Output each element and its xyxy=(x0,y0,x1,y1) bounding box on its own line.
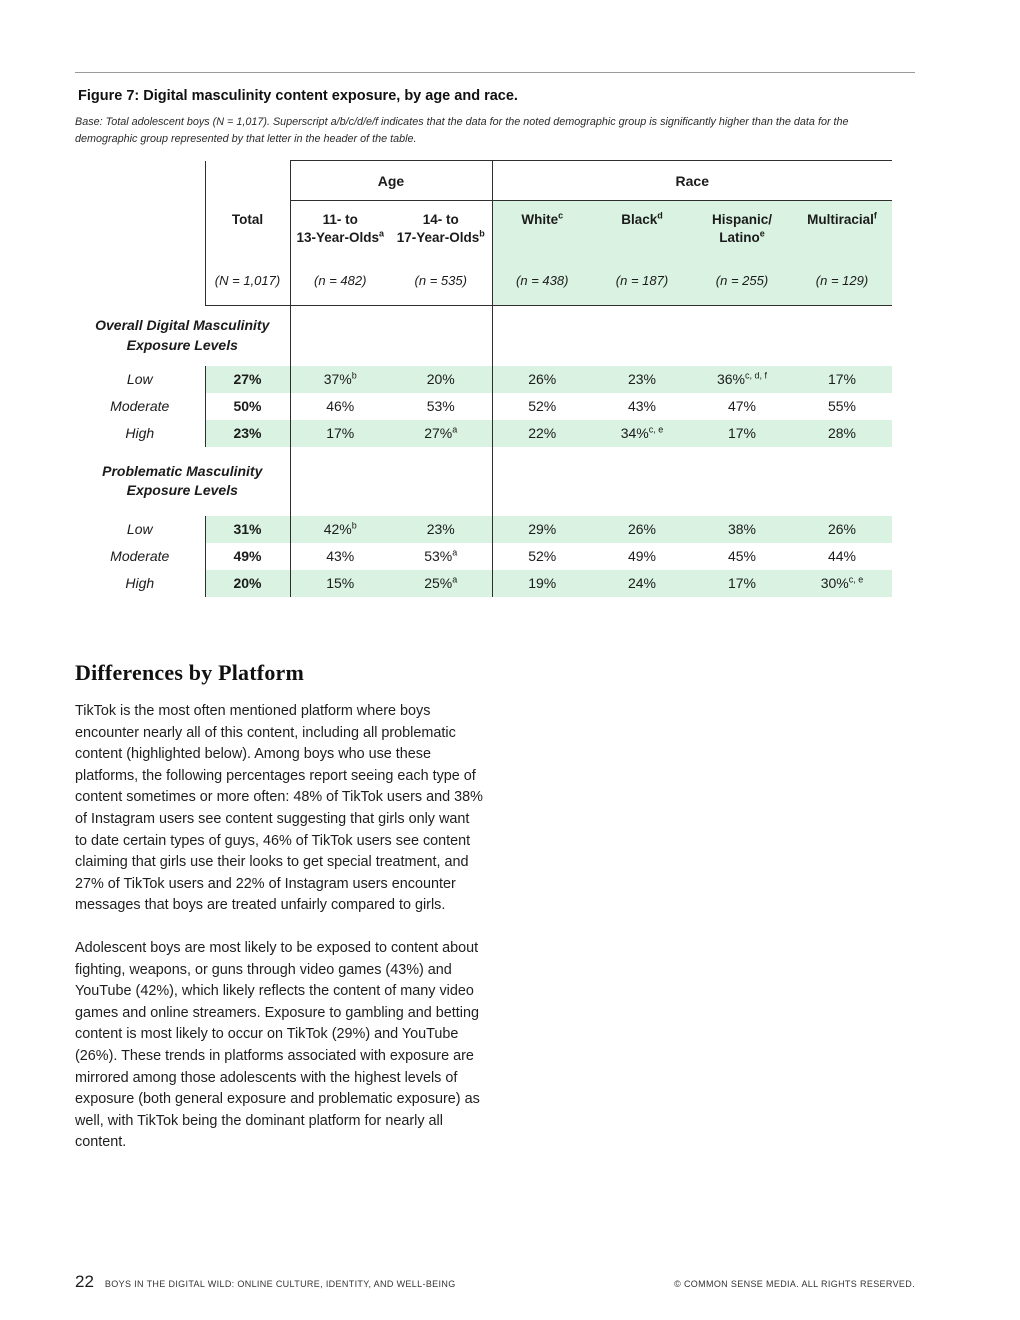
significance-superscript: c, d, f xyxy=(745,370,768,381)
row-label-spacer xyxy=(75,201,205,257)
data-cell: 47% xyxy=(727,398,757,414)
article-body xyxy=(75,701,483,1175)
data-cell: 24% xyxy=(592,570,692,597)
total-col-spacer xyxy=(205,161,290,201)
data-cell: 31% xyxy=(205,516,290,543)
significance-superscript: a xyxy=(379,228,385,239)
data-cell: 25%$^a$ xyxy=(390,570,492,597)
column-header: Total xyxy=(205,201,290,257)
data-cell: 29% xyxy=(492,516,592,543)
significance-superscript: a xyxy=(452,424,458,435)
data-cell: 43% xyxy=(627,398,657,414)
figure-table-container xyxy=(75,160,892,597)
column-header: Hispanic/ Latino$^e$ xyxy=(692,201,792,257)
top-divider xyxy=(75,72,915,73)
table-data-row xyxy=(75,366,892,393)
data-cell: 26% xyxy=(792,516,892,543)
row-label: Low xyxy=(126,371,153,387)
footer-left xyxy=(75,1272,456,1292)
column-sample-size: (n = 187) xyxy=(592,257,692,306)
significance-superscript: c, e xyxy=(648,424,664,435)
section-spacer xyxy=(492,306,892,366)
row-label: Moderate xyxy=(110,398,170,414)
significance-superscript: e xyxy=(759,228,765,239)
data-cell: 42%$^b$ xyxy=(290,516,390,543)
data-cell: 49% xyxy=(627,548,657,564)
data-cell: 49% xyxy=(205,543,290,570)
significance-superscript: a xyxy=(452,574,458,585)
row-label: High xyxy=(125,425,155,441)
significance-superscript: b xyxy=(479,228,485,239)
column-sample-size: (n = 535) xyxy=(390,257,492,306)
column-header: Multiracial$^f$ xyxy=(792,201,892,257)
table-data-row xyxy=(75,543,892,570)
body-paragraph: Adolescent boys are most likely to be exposed to content about fighting, weapons, or guns through video games (43%) and YouTube (42%), which likely reflects the content of many video games and online streamers. Exposure to gambling and betting content is most likely to occur on TikTok (29%) and YouTube (26%). These trends in platforms associated with exposure are mirrored among those adolescents with the highest levels of exposure (both general exposure and problematic exposure) as well, with TikTok being the dominant platform for nearly all content. xyxy=(75,939,480,1151)
data-cell: 22% xyxy=(492,420,592,447)
data-cell: 53%$^a$ xyxy=(424,547,458,564)
age-group-header: Age xyxy=(290,161,492,201)
data-cell: 55% xyxy=(827,398,857,414)
data-cell: 20% xyxy=(390,366,492,393)
data-cell: 26% xyxy=(592,516,692,543)
significance-superscript: a xyxy=(452,547,458,558)
data-cell: 27%$^a$ xyxy=(390,420,492,447)
table-data-row xyxy=(75,393,892,420)
data-cell: 28% xyxy=(792,420,892,447)
column-header: White$^c$ xyxy=(492,201,592,257)
data-cell: 23% xyxy=(205,420,290,447)
data-cell: 20% xyxy=(205,570,290,597)
table-group-row xyxy=(75,161,892,201)
data-cell: 19% xyxy=(492,570,592,597)
column-sample-size: (N = 1,017) xyxy=(205,257,290,306)
section-spacer xyxy=(492,447,892,516)
data-cell: 43% xyxy=(290,543,390,570)
data-cell: 38% xyxy=(692,516,792,543)
section-spacer xyxy=(290,306,492,366)
significance-superscript: c xyxy=(558,210,564,221)
footer-report-title: BOYS IN THE DIGITAL WILD: ONLINE CULTURE, IDENTITY, AND WELL-BEING xyxy=(104,1279,456,1289)
data-cell: 23% xyxy=(592,366,692,393)
data-cell: 52% xyxy=(492,543,592,570)
section-spacer xyxy=(290,447,492,516)
data-cell: 15% xyxy=(290,570,390,597)
figure-7-table xyxy=(75,160,892,597)
column-sample-size: (n = 438) xyxy=(492,257,592,306)
data-cell: 23% xyxy=(390,516,492,543)
significance-superscript: b xyxy=(351,370,357,381)
row-label-spacer xyxy=(75,161,205,201)
data-cell: 53% xyxy=(426,398,455,414)
figure-title: Figure 7: Digital masculinity content exposure, by age and race. xyxy=(78,88,518,104)
data-cell: 17% xyxy=(692,570,792,597)
table-n-row xyxy=(75,257,892,306)
data-cell: 46% xyxy=(290,393,390,420)
data-cell: 45% xyxy=(727,548,757,564)
race-group-header: Race xyxy=(492,161,892,201)
table-data-row xyxy=(75,570,892,597)
column-header: Black$^d$ xyxy=(592,201,692,257)
significance-superscript: d xyxy=(657,210,663,221)
table-data-row xyxy=(75,516,892,543)
footer-copyright: © COMMON SENSE MEDIA. ALL RIGHTS RESERVED. xyxy=(674,1279,915,1289)
data-cell: 50% xyxy=(205,393,290,420)
page-number: 22 xyxy=(75,1272,94,1291)
significance-superscript: f xyxy=(873,210,877,221)
column-sample-size: (n = 255) xyxy=(692,257,792,306)
data-cell: 52% xyxy=(492,393,592,420)
data-cell: 36%$^{c, d, f}$ xyxy=(692,366,792,393)
table-data-row xyxy=(75,420,892,447)
significance-superscript: c, e xyxy=(848,574,864,585)
column-header: 14- to 17-Year-Olds$^b$ xyxy=(396,212,485,245)
data-cell: 34%$^{c, e}$ xyxy=(592,420,692,447)
data-cell: 26% xyxy=(492,366,592,393)
row-label: High xyxy=(125,575,155,591)
data-cell: 37%$^b$ xyxy=(290,366,390,393)
data-cell: 17% xyxy=(692,420,792,447)
section-title: Problematic Masculinity Exposure Levels xyxy=(102,462,263,498)
data-cell: 17% xyxy=(290,420,390,447)
page-footer xyxy=(75,1272,915,1292)
column-sample-size: (n = 482) xyxy=(290,257,390,306)
section-title: Overall Digital Masculinity Exposure Levels xyxy=(95,317,270,353)
figure-base-note: Base: Total adolescent boys (N = 1,017). Superscript a/b/c/d/e/f indicates that the data for the noted demographic group is significantly higher than the data for the demographic group represented by that letter in the header of the table. xyxy=(75,116,849,145)
data-cell: 17% xyxy=(792,366,892,393)
data-cell: 44% xyxy=(827,548,857,564)
row-label: Moderate xyxy=(110,548,170,564)
section-heading: Differences by Platform xyxy=(75,660,305,685)
section-row xyxy=(75,447,892,516)
data-cell: 30%$^{c, e}$ xyxy=(792,570,892,597)
body-paragraph: TikTok is the most often mentioned platform where boys encounter nearly all of this content, including all problematic content (highlighted below). Among boys who use these platforms, the following percentages report seeing each type of content sometimes or more often: 48% of TikTok users and 38% of Instagram users see content suggesting that girls only want to date certain types of guys, 46% of TikTok users see content claiming that girls use their looks to get special treatment, and 27% of TikTok users and 22% of Instagram users encounter messages that boys are treated unfairly compared to girls. xyxy=(75,703,483,914)
column-header: 11- to 13-Year-Olds$^a$ xyxy=(290,201,390,257)
row-label: Low xyxy=(126,521,153,537)
significance-superscript: b xyxy=(351,520,357,531)
column-sample-size: (n = 129) xyxy=(792,257,892,306)
section-row xyxy=(75,306,892,366)
data-cell: 27% xyxy=(205,366,290,393)
table-column-header-row xyxy=(75,201,892,257)
row-label-spacer xyxy=(75,257,205,306)
